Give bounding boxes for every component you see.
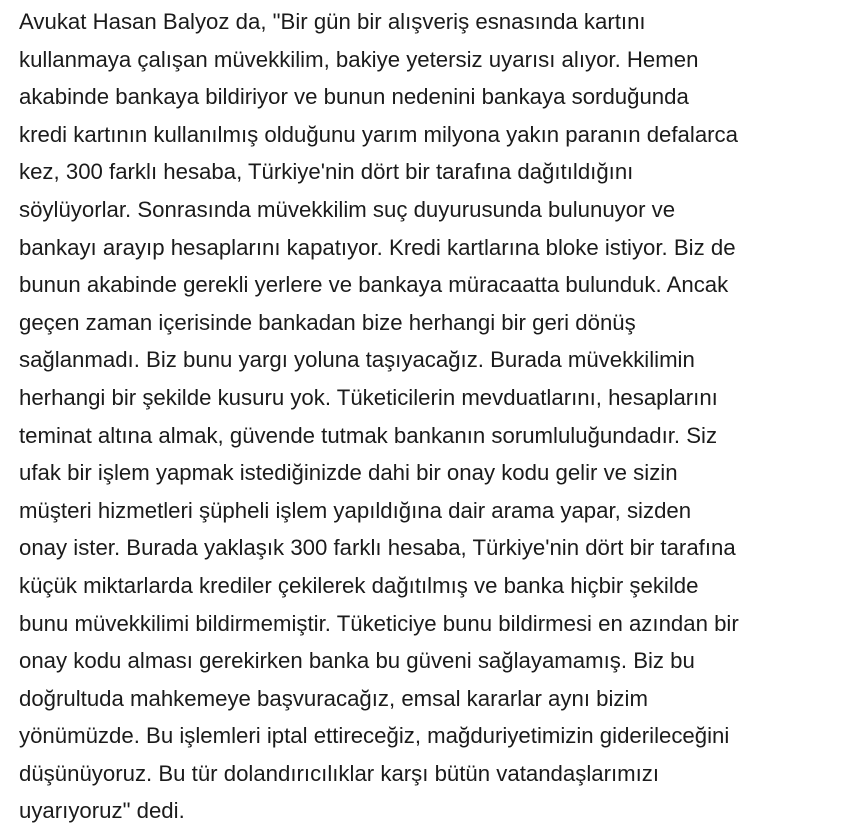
paragraph-line: sağlanmadı. Biz bunu yargı yoluna taşıyacağız. Burada müvekkilimin <box>19 347 695 373</box>
paragraph-line: küçük miktarlarda krediler çekilerek dağıtılmış ve banka hiçbir şekilde <box>19 572 699 598</box>
paragraph-line: teminat altına almak, güvende tutmak bankanın sorumluluğundadır. Siz <box>19 422 718 448</box>
paragraph-line: herhangi bir şekilde kusuru yok. Tüketicilerin mevduatlarını, hesaplarını <box>19 384 718 410</box>
paragraph-line: ufak bir işlem yapmak istediğinizde dahi bir onay kodu gelir ve sizin <box>19 460 678 486</box>
paragraph-line: uyarıyoruz" dedi. <box>19 798 185 824</box>
paragraph-line: kullanmaya çalışan müvekkilim, bakiye yetersiz uyarısı alıyor. Hemen <box>19 46 699 72</box>
paragraph-line: Avukat Hasan Balyoz da, "Bir gün bir alışveriş esnasında kartını <box>19 9 646 34</box>
paragraph-line: kredi kartının kullanılmış olduğunu yarım milyona yakın paranın defalarca <box>19 121 738 147</box>
paragraph-line: kez, 300 farklı hesaba, Türkiye'nin dört bir tarafına dağıtıldığını <box>19 159 634 185</box>
paragraph-line: düşünüyoruz. Bu tür dolandırıcılıklar karşı bütün vatandaşlarımızı <box>19 760 660 786</box>
paragraph-line: bunu müvekkilimi bildirmemiştir. Tüketiciye bunu bildirmesi en azından bir <box>19 610 739 636</box>
paragraph-line: söylüyorlar. Sonrasında müvekkilim suç duyurusunda bulunuyor ve <box>19 196 676 222</box>
paragraph-line: bankayı arayıp hesaplarını kapatıyor. Kredi kartlarına bloke istiyor. Biz de <box>19 234 736 260</box>
paragraph-line: onay ister. Burada yaklaşık 300 farklı hesaba, Türkiye'nin dört bir tarafına <box>19 535 736 561</box>
paragraph-line: geçen zaman içerisinde bankadan bize herhangi bir geri dönüş <box>19 309 636 335</box>
quote-paragraph <box>19 3 853 830</box>
paragraph-line: müşteri hizmetleri şüpheli işlem yapıldığına dair arama yapar, sizden <box>19 497 692 523</box>
paragraph-line: yönümüzde. Bu işlemleri iptal ettireceğiz, mağduriyetimizin giderileceğini <box>19 723 730 749</box>
paragraph-line: bunun akabinde gerekli yerlere ve bankaya müracaatta bulunduk. Ancak <box>19 272 729 298</box>
paragraph-line: doğrultuda mahkemeye başvuracağız, emsal kararlar aynı bizim <box>19 685 648 711</box>
paragraph-line: akabinde bankaya bildiriyor ve bunun nedenini bankaya sorduğunda <box>19 84 689 110</box>
paragraph-line: onay kodu alması gerekirken banka bu güveni sağlayamamış. Biz bu <box>19 648 695 674</box>
